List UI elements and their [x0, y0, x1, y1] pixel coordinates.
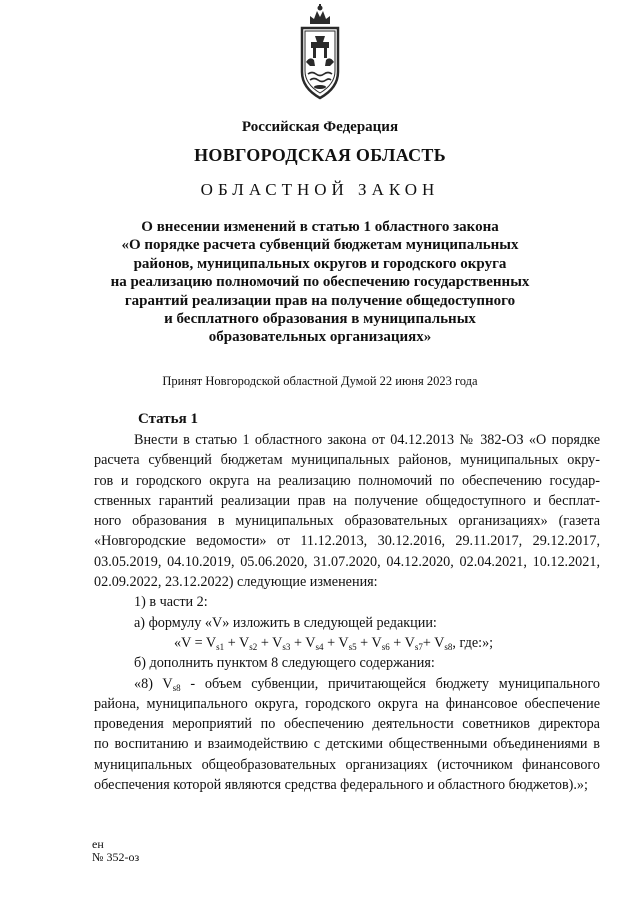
body-line: проведения мероприятий по обеспечению деятельности советников директора — [94, 716, 600, 733]
body-line: ственных гарантий реализации прав на получение общедоступного и бесплат- — [94, 492, 600, 509]
formula-sub: s1 — [216, 641, 225, 652]
title-line: О внесении изменений в статью 1 областного закона — [141, 219, 499, 235]
item-a: а) формулу «V» изложить в следующей редакции: — [134, 614, 437, 631]
title-line: образовательных организациях» — [208, 329, 432, 346]
body-line: ного образования в муниципальных образовательных организациях» (газета — [94, 513, 600, 530]
body-line: Внести в статью 1 областного закона от 04.12.2013 № 382-ОЗ «О порядке — [134, 432, 600, 448]
title-line: на реализацию полномочий по обеспечению государственных — [110, 274, 530, 291]
country-name: Российская Федерация — [241, 119, 399, 135]
law-title — [98, 218, 542, 347]
item-1: 1) в части 2: — [134, 594, 208, 611]
body-line: 03.05.2019, 04.10.2019, 05.06.2020, 31.07.2020, 04.12.2020, 02.04.2021, 10.12.2021, — [94, 553, 600, 570]
title-line: районов, муниципальных округов и городского округа — [133, 255, 507, 272]
formula-sub: s6 — [381, 641, 390, 652]
formula-suffix: , где:»; — [452, 634, 494, 651]
title-line: «О порядке расчета субвенций бюджетам муниципальных — [121, 237, 519, 254]
body-line: 02.09.2022, 23.12.2022) следующие изменения: — [94, 574, 378, 591]
footer-number: № 352-оз — [92, 850, 140, 864]
point-8-line — [94, 674, 600, 694]
body-line: обеспечения которой являются средства федерального и областного бюджетов).»; — [94, 777, 588, 794]
formula-sub: s7 — [414, 641, 423, 652]
footer-initials: ен — [92, 837, 104, 851]
formula-sub: s5 — [348, 641, 357, 652]
formula-sub: s4 — [315, 641, 324, 652]
formula-prefix: «V = V — [174, 634, 217, 651]
body-line: расчета субвенций бюджетам муниципальных районов, муниципальных окру- — [94, 452, 600, 469]
body-line: гов и городского округа на реализацию полномочий по обеспечению государ- — [94, 472, 600, 489]
title-line: гарантий реализации прав на получение общедоступного — [124, 292, 516, 309]
adoption-note: Принят Новгородской областной Думой 22 июня 2023 года — [162, 374, 478, 388]
item-b: б) дополнить пунктом 8 следующего содержания: — [134, 655, 435, 672]
formula: «$V = V_{s1} + V_{s2} + V_{s3} + V_{s4} + V_{s5} + V_{s6} + V_{s7}+ V_{s8}$, где:»; — [174, 634, 494, 652]
formula-sub: s2 — [249, 641, 258, 652]
body-line: района, муниципального округа, городского округа на финансовое обеспечение — [94, 695, 600, 712]
coat-of-arms-icon — [296, 2, 344, 106]
formula-sub: s3 — [282, 641, 291, 652]
body-line: муниципальных общеобразовательных организациях (источником финансового — [94, 756, 600, 773]
article-body — [94, 430, 600, 795]
region-name: НОВГОРОДСКАЯ ОБЛАСТЬ — [194, 145, 446, 165]
document-footer — [92, 838, 139, 864]
body-line: по воспитанию и взаимодействию с детскими общественными объединениями в — [94, 736, 600, 753]
point-8-rest: - объем субвенции, причитающейся бюджету муниципального — [180, 675, 601, 692]
point-8-lead: «8) V — [134, 675, 173, 692]
formula-sub: s8 — [444, 641, 453, 652]
title-line: и бесплатного образования в муниципальных — [164, 311, 476, 328]
article-heading: Статья 1 — [138, 411, 198, 427]
law-type: ОБЛАСТНОЙ ЗАКОН — [200, 180, 440, 199]
point-8-sub: s8 — [172, 682, 181, 693]
body-line: «Новгородские ведомости» от 11.12.2013, 30.12.2016, 29.11.2017, 29.12.2017, — [94, 533, 600, 550]
